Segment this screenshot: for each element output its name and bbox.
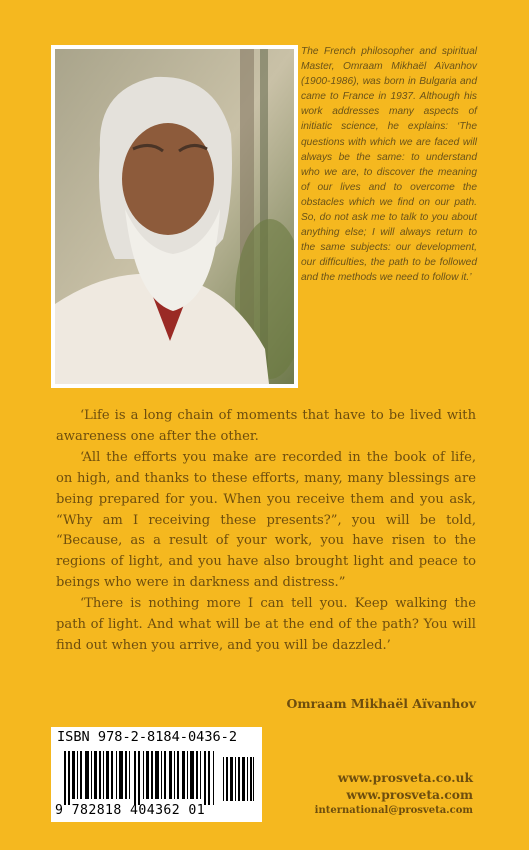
author-signature: Omraam Mikhaël Aïvanhov xyxy=(286,696,476,711)
isbn-barcode-box xyxy=(51,727,262,822)
email-link[interactable]: international@prosveta.com xyxy=(314,805,473,816)
barcode-icon xyxy=(64,751,216,805)
portrait-image xyxy=(55,49,294,384)
quote-paragraph: ‘All the efforts you make are recorded in the book of life, on high, and thanks to these efforts, many, many blessings are being prepared for you. When you receive them and you ask, “Why am I receiving these presents?”, you will be told, “Because, as a result of your work, you have risen to the regions of light, and you have also brought light and peace to beings who were in darkness and distress.” xyxy=(56,449,476,591)
quote-paragraph: ‘Life is a long chain of moments that have to be lived with awareness one after the other. xyxy=(56,408,476,444)
quote-block xyxy=(56,406,476,657)
website-link-com[interactable]: www.prosveta.com xyxy=(346,786,473,802)
isbn-label: ISBN 978-2-8184-0436-2 xyxy=(57,729,238,745)
author-biography: The French philosopher and spiritual Master, Omraam Mikhaël Aïvanhov (1900-1986), was born in Bulgaria and came to France in 1937. Although his work addresses many aspects of initiatic science, he explains: ‘The questions with which we are faced will always be the same: to understand who we are, to discover the meaning of our lives and to overcome the obstacles which we find on our path. So, do not ask me to talk to you about anything else; I will always return to the same subjects: our development, our difficulties, the path to be followed and the methods we need to follow it.’ xyxy=(301,46,477,284)
quote-paragraph: ‘There is nothing more I can tell you. Keep walking the path of light. And what will be at the end of the path? You will find out when you arrive, and you will be dazzled.’ xyxy=(56,596,476,653)
website-link-uk[interactable]: www.prosveta.co.uk xyxy=(337,770,473,785)
publisher-contacts xyxy=(315,770,473,818)
barcode-digits: 9 782818 404362 01 xyxy=(55,803,206,818)
barcode-addon-icon xyxy=(223,757,255,801)
author-portrait-photo xyxy=(51,45,298,388)
